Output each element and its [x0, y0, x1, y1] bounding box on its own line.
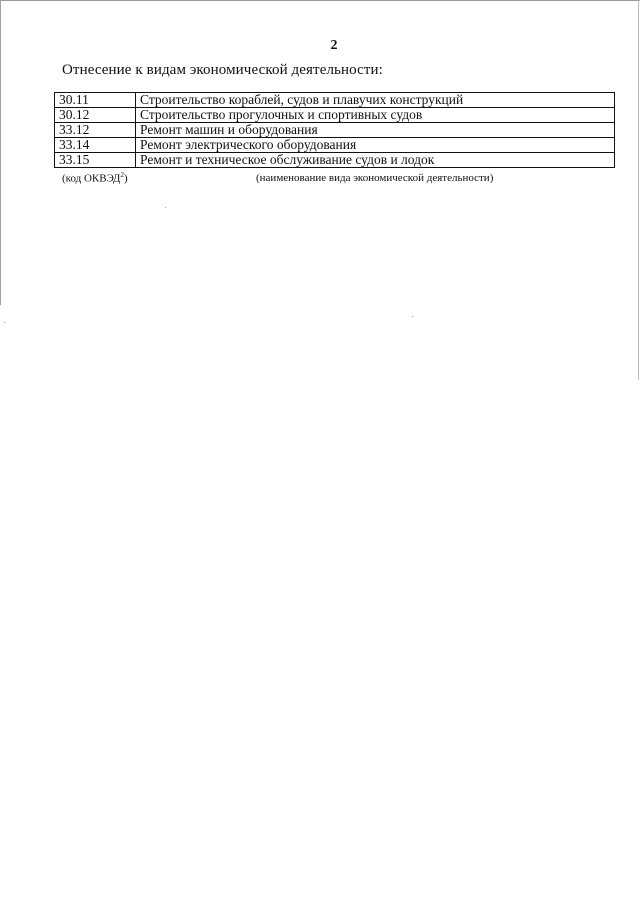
- section-heading: Отнесение к видам экономической деятельности:: [62, 62, 383, 78]
- scan-edge-right: [638, 0, 639, 380]
- table-row: [55, 138, 615, 153]
- activity-name-caption: (наименование вида экономической деятельности): [256, 172, 494, 184]
- okved-code-cell: 30.12: [55, 108, 136, 123]
- table-row: [55, 123, 615, 138]
- scan-speck: [4, 322, 5, 323]
- activity-name-cell: Ремонт машин и оборудования: [136, 123, 615, 138]
- okved-code-caption-close: ): [123, 172, 128, 185]
- okved-code-cell: 30.11: [55, 93, 136, 108]
- activity-name-cell: Ремонт и техническое обслуживание судов и лодок: [136, 153, 615, 168]
- okved-code-cell: 33.14: [55, 138, 136, 153]
- okved-code-cell: 33.12: [55, 123, 136, 138]
- okved-code-caption-text: (код ОКВЭД: [62, 172, 121, 185]
- table-row: [55, 108, 615, 123]
- activity-name-cell: Строительство прогулочных и спортивных судов: [136, 108, 615, 123]
- scan-speck: [165, 207, 166, 208]
- activity-name-cell: Строительство кораблей, судов и плавучих конструкций: [136, 93, 615, 108]
- okved-table: [54, 92, 615, 168]
- table-row: [55, 93, 615, 108]
- scan-edge-top: [0, 0, 640, 1]
- activity-name-cell: Ремонт электрического оборудования: [136, 138, 615, 153]
- footnote-marker: 2: [120, 171, 124, 179]
- scan-speck: [412, 316, 413, 317]
- table-row: [55, 153, 615, 168]
- okved-code-cell: 33.15: [55, 153, 136, 168]
- page-number: 2: [330, 38, 338, 53]
- okved-code-caption: [62, 171, 128, 185]
